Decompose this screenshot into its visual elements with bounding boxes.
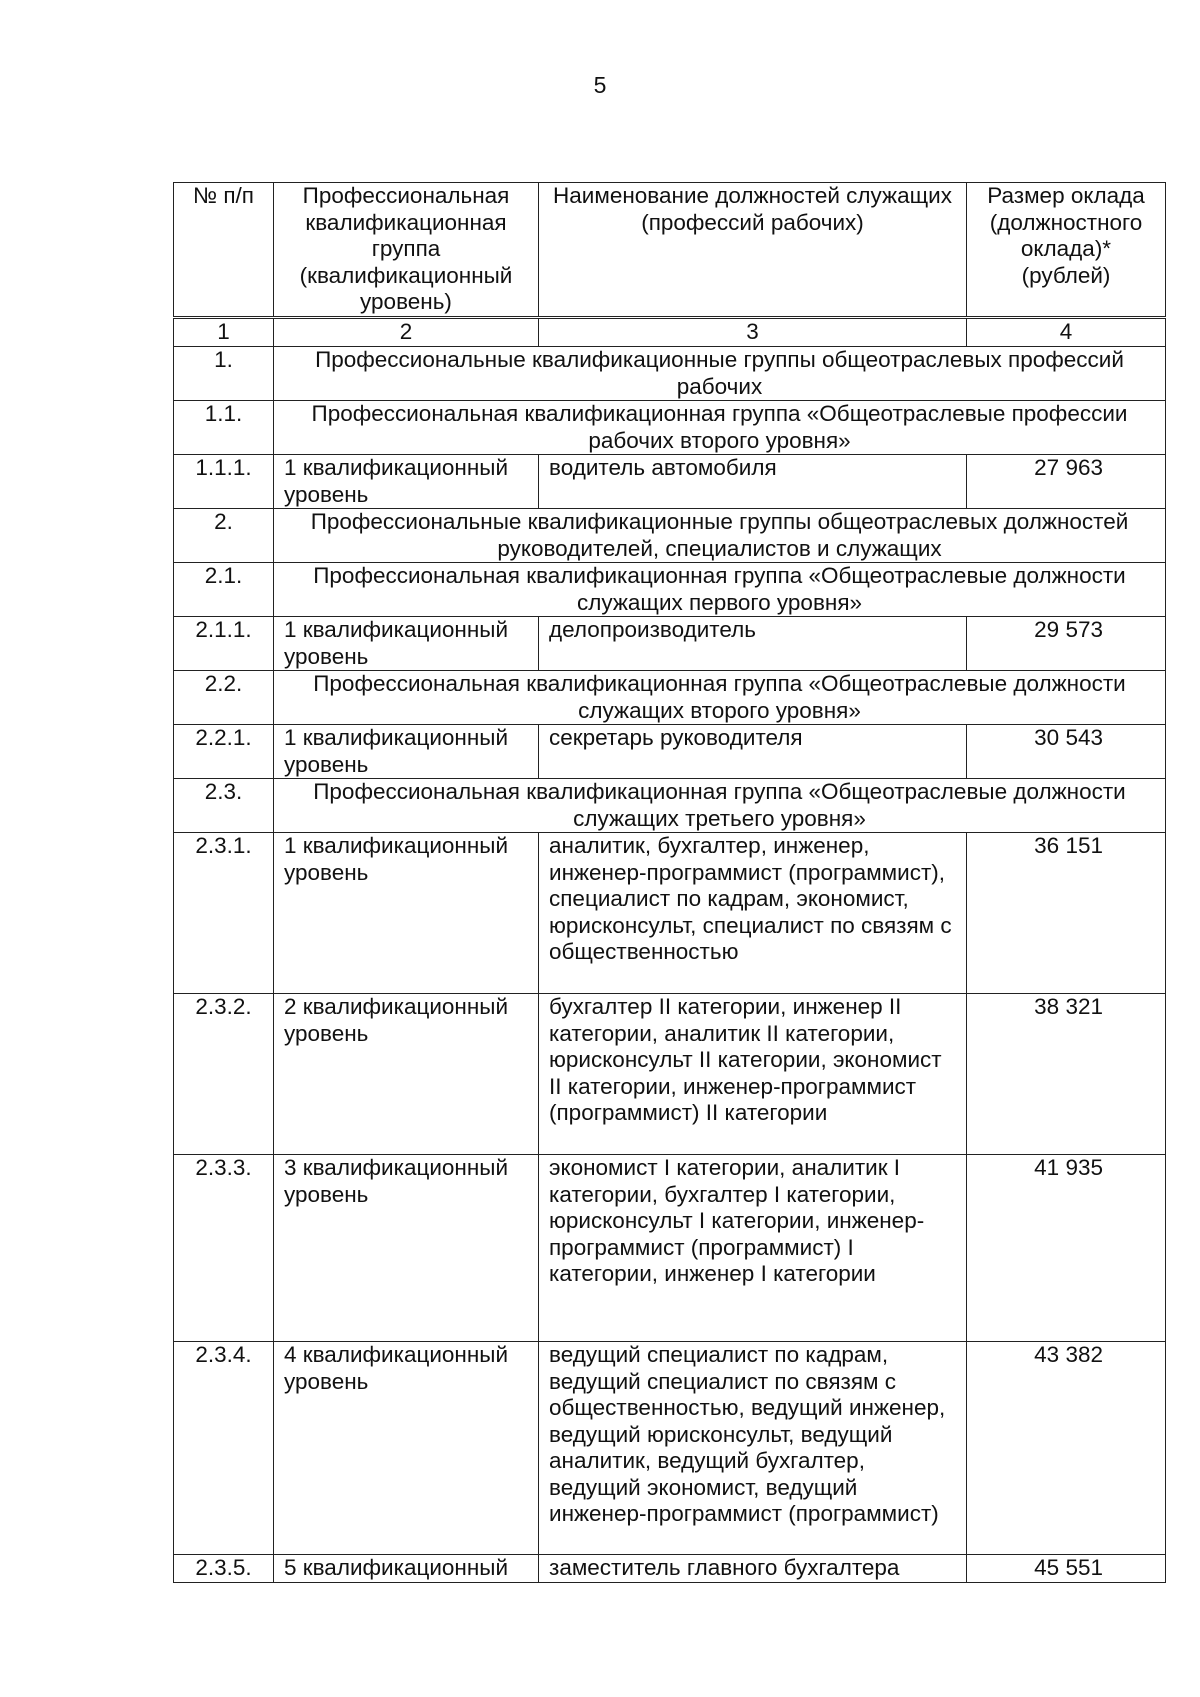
row-number: 2.	[174, 509, 274, 563]
section-title: Профессиональная квалификационная группа «Общеотраслевые должности служащих третьего уровня»	[274, 779, 1166, 833]
qualification-level: 1 квалификационный уровень	[274, 617, 539, 671]
position-names: экономист I категории, аналитик I категории, бухгалтер I категории, юрисконсульт I категории, инженер-программист (программист) I категории, инженер I категории	[539, 1155, 967, 1342]
position-names: делопроизводитель	[539, 617, 967, 671]
salary-value: 29 573	[967, 617, 1166, 671]
section-title: Профессиональная квалификационная группа «Общеотраслевые должности служащих второго уровня»	[274, 671, 1166, 725]
table-row	[174, 1155, 1166, 1342]
qualification-level: 1 квалификационный уровень	[274, 455, 539, 509]
qualification-level: 3 квалификационный уровень	[274, 1155, 539, 1342]
position-names: бухгалтер II категории, инженер II категории, аналитик II категории, юрисконсульт II категории, экономист II категории, инженер-программист (программист) II категории	[539, 994, 967, 1155]
row-number: 2.1.1.	[174, 617, 274, 671]
qualification-level: 5 квалификационный	[274, 1555, 539, 1583]
section-row	[174, 563, 1166, 617]
section-title: Профессиональные квалификационные группы общеотраслевых профессий рабочих	[274, 347, 1166, 401]
row-number: 2.3.1.	[174, 833, 274, 994]
table-body	[174, 319, 1166, 1583]
column-index: 3	[539, 319, 967, 347]
section-row	[174, 509, 1166, 563]
table-header	[173, 182, 1166, 317]
row-number: 1.1.1.	[174, 455, 274, 509]
section-row	[174, 671, 1166, 725]
table-row	[174, 1342, 1166, 1555]
row-number: 2.2.1.	[174, 725, 274, 779]
table-row	[174, 833, 1166, 994]
row-number: 1.	[174, 347, 274, 401]
table-row	[174, 617, 1166, 671]
section-row	[174, 779, 1166, 833]
qualification-level: 4 квалификационный уровень	[274, 1342, 539, 1555]
header-positions: Наименование должностей служащих (профессий рабочих)	[539, 183, 967, 317]
row-number: 2.2.	[174, 671, 274, 725]
header-group: Профессиональная квалификационная группа (квалификационный уровень)	[274, 183, 539, 317]
table-row	[174, 1555, 1166, 1583]
column-index: 2	[274, 319, 539, 347]
column-index-row	[174, 319, 1166, 347]
position-names: аналитик, бухгалтер, инженер, инженер-программист (программист), специалист по кадрам, экономист, юрисконсульт, специалист по связям с общественностью	[539, 833, 967, 994]
row-number: 2.3.2.	[174, 994, 274, 1155]
column-index: 1	[174, 319, 274, 347]
table-row	[174, 455, 1166, 509]
header-row	[174, 183, 1166, 317]
row-number: 2.3.	[174, 779, 274, 833]
salary-value: 43 382	[967, 1342, 1166, 1555]
section-row	[174, 347, 1166, 401]
section-title: Профессиональная квалификационная группа «Общеотраслевые профессии рабочих второго уровня»	[274, 401, 1166, 455]
section-title: Профессиональные квалификационные группы общеотраслевых должностей руководителей, специалистов и служащих	[274, 509, 1166, 563]
qualification-level: 2 квалификационный уровень	[274, 994, 539, 1155]
row-number: 2.3.4.	[174, 1342, 274, 1555]
salary-value: 27 963	[967, 455, 1166, 509]
salary-value: 45 551	[967, 1555, 1166, 1583]
qualification-level: 1 квалификационный уровень	[274, 725, 539, 779]
salary-value: 36 151	[967, 833, 1166, 994]
salary-value: 38 321	[967, 994, 1166, 1155]
row-number: 2.3.3.	[174, 1155, 274, 1342]
column-index: 4	[967, 319, 1166, 347]
header-number: № п/п	[174, 183, 274, 317]
salary-table	[173, 318, 1166, 1583]
row-number: 1.1.	[174, 401, 274, 455]
page-number: 5	[593, 72, 607, 98]
header-salary: Размер оклада (должностного оклада)* (рублей)	[967, 183, 1166, 317]
table-row	[174, 994, 1166, 1155]
position-names: заместитель главного бухгалтера	[539, 1555, 967, 1583]
table-row	[174, 725, 1166, 779]
section-row	[174, 401, 1166, 455]
row-number: 2.3.5.	[174, 1555, 274, 1583]
row-number: 2.1.	[174, 563, 274, 617]
qualification-level: 1 квалификационный уровень	[274, 833, 539, 994]
salary-value: 41 935	[967, 1155, 1166, 1342]
position-names: ведущий специалист по кадрам, ведущий специалист по связям с общественностью, ведущий инженер, ведущий юрисконсульт, ведущий аналитик, ведущий бухгалтер, ведущий экономист, ведущий инженер-программист (программист)	[539, 1342, 967, 1555]
salary-value: 30 543	[967, 725, 1166, 779]
position-names: водитель автомобиля	[539, 455, 967, 509]
position-names: секретарь руководителя	[539, 725, 967, 779]
section-title: Профессиональная квалификационная группа «Общеотраслевые должности служащих первого уровня»	[274, 563, 1166, 617]
